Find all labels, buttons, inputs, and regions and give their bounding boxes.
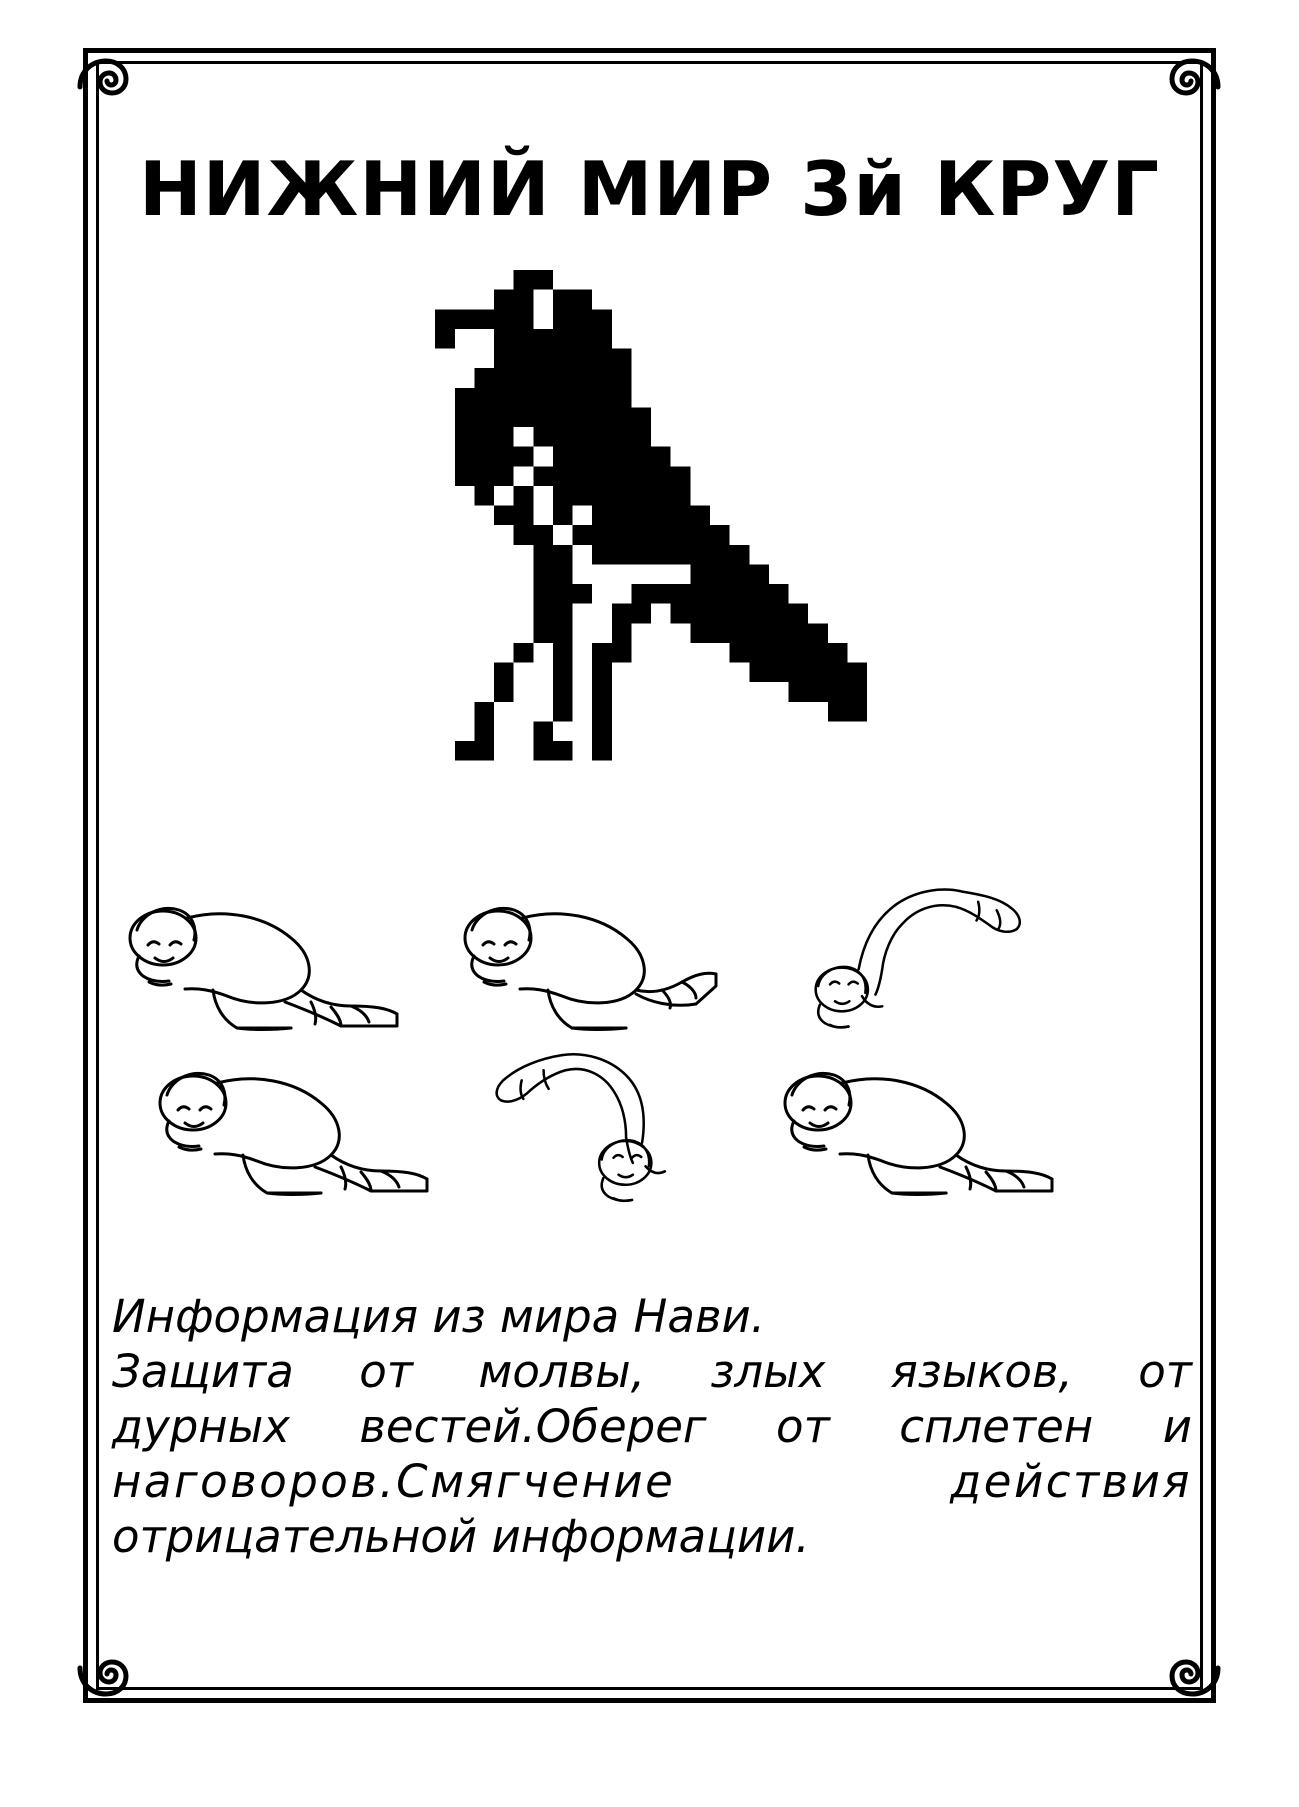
description-line-1: Информация из мира Нави.	[112, 1290, 766, 1343]
word: действия	[950, 1454, 1192, 1508]
word: вестей.Оберег	[359, 1399, 707, 1453]
figure-kneeling-3	[145, 1055, 435, 1215]
description-text	[112, 1290, 1192, 1564]
pixel-bird-glyph	[430, 270, 990, 800]
word: и	[1162, 1399, 1192, 1453]
page-title: НИЖНИЙ МИР 3й КРУГ	[139, 145, 1160, 233]
exercise-figure-grid	[105, 890, 1195, 1230]
word: наговоров.Смягчение	[112, 1454, 676, 1508]
word: молвы,	[478, 1344, 646, 1398]
word: Защита	[112, 1344, 294, 1398]
word: языков,	[890, 1344, 1073, 1398]
corner-flourish-top-right-icon	[1160, 57, 1222, 119]
figure-kneeling-1	[115, 890, 405, 1050]
figure-inverted-2	[455, 1045, 745, 1205]
corner-flourish-top-left-icon	[76, 57, 138, 119]
figure-kneeling-4	[770, 1055, 1060, 1215]
word: от	[359, 1344, 414, 1398]
description-line-4	[112, 1455, 1192, 1510]
word: сплетен	[899, 1399, 1094, 1453]
corner-flourish-bottom-right-icon	[1160, 1636, 1222, 1698]
description-line-3	[112, 1400, 1192, 1455]
figure-inverted-1	[765, 880, 1055, 1040]
word: злых	[710, 1344, 826, 1398]
description-line-2	[112, 1345, 1192, 1400]
figure-kneeling-2	[450, 890, 740, 1050]
corner-flourish-bottom-left-icon	[76, 1636, 138, 1698]
description-line-5: отрицательной информации.	[112, 1509, 810, 1563]
word: от	[1138, 1344, 1192, 1398]
word: от	[776, 1399, 830, 1453]
word: дурных	[112, 1399, 290, 1453]
